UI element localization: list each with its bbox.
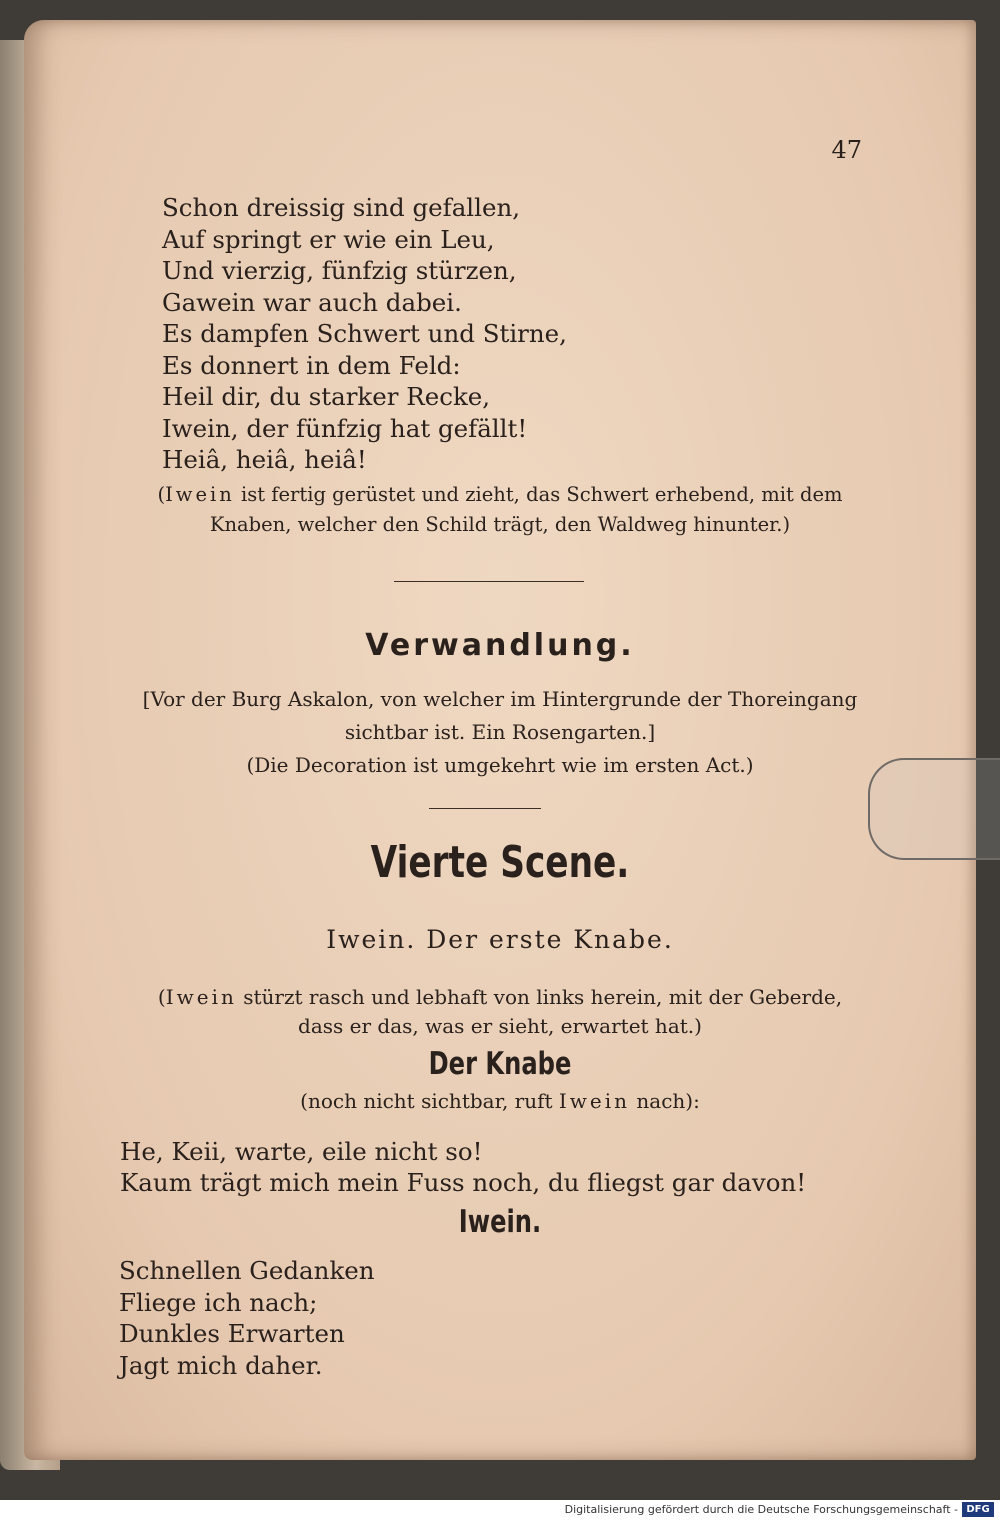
verse-line: Heiâ, heiâ, heiâ! <box>162 445 367 474</box>
speech-line: Fliege ich nach; <box>119 1287 318 1317</box>
speech-line: Jagt mich daher. <box>119 1350 323 1380</box>
speech-block <box>120 1136 806 1198</box>
footer-bar <box>0 1500 1000 1520</box>
verse-line: Iwein, der fünfzig hat gefällt! <box>162 413 528 443</box>
dramatis-personae: Iwein. Der erste Knabe. <box>326 925 674 954</box>
speech-line: Kaum trägt mich mein Fuss noch, du fliegst gar davon! <box>120 1168 807 1197</box>
speaker-name: Iwein. <box>458 1204 542 1240</box>
book-page <box>24 20 976 1460</box>
stage-direction-line: (Iwein stürzt rasch und lebhaft von links herein, mit der Geberde, <box>157 985 843 1009</box>
character-name: Iwein <box>165 985 237 1009</box>
section-divider <box>429 808 541 809</box>
speaker-name: Der Knabe <box>428 1046 572 1082</box>
speech-line: Dunkles Erwarten <box>119 1319 345 1348</box>
setting-description <box>70 683 930 782</box>
verse-line: Gawein war auch dabei. <box>162 287 462 317</box>
verse-line: Und vierzig, fünfzig stürzen, <box>162 256 517 285</box>
speech-block <box>119 1255 375 1381</box>
verse-line: Schon dreissig sind gefallen, <box>162 193 521 222</box>
scene-heading: Vierte Scene. <box>370 837 630 888</box>
stage-direction-line: (Iwein ist fertig gerüstet und zieht, das Schwert erhebend, mit dem <box>157 483 843 506</box>
transformation-heading: Verwandlung. <box>365 628 635 663</box>
verse-line: Es donnert in dem Feld: <box>162 350 461 380</box>
setting-line: [Vor der Burg Askalon, von welcher im Hintergrunde der Thoreingang <box>142 687 858 711</box>
stage-direction-line: dass er das, was er sieht, erwartet hat.) <box>298 1014 702 1038</box>
dfg-logo: DFG <box>962 1502 994 1517</box>
stage-direction-line: Knaben, welcher den Schild trägt, den Waldweg hinunter.) <box>209 513 791 536</box>
character-name: Iwein <box>558 1089 631 1113</box>
speaker-note: (noch nicht sichtbar, ruft Iwein nach): <box>300 1089 700 1113</box>
section-divider <box>394 581 584 582</box>
poem-stanza <box>162 192 567 476</box>
stage-direction-entrance <box>70 983 930 1041</box>
setting-line: sichtbar ist. Ein Rosengarten.] <box>344 720 656 744</box>
verse-line: Auf springt er wie ein Leu, <box>162 224 495 254</box>
funding-credit: Digitalisierung gefördert durch die Deutsche Forschungsgemeinschaft - <box>564 1503 958 1516</box>
speech-line: He, Keii, warte, eile nicht so! <box>120 1137 483 1166</box>
character-name: Iwein <box>165 483 235 506</box>
speech-line: Schnellen Gedanken <box>119 1256 375 1285</box>
verse-line: Es dampfen Schwert und Stirne, <box>162 319 567 348</box>
page-number: 47 <box>831 136 862 164</box>
verse-line: Heil dir, du starker Recke, <box>162 382 491 411</box>
stage-direction-exit <box>80 480 920 540</box>
page-clip-tab <box>868 758 1000 860</box>
setting-line: (Die Decoration ist umgekehrt wie im ersten Act.) <box>246 753 754 777</box>
